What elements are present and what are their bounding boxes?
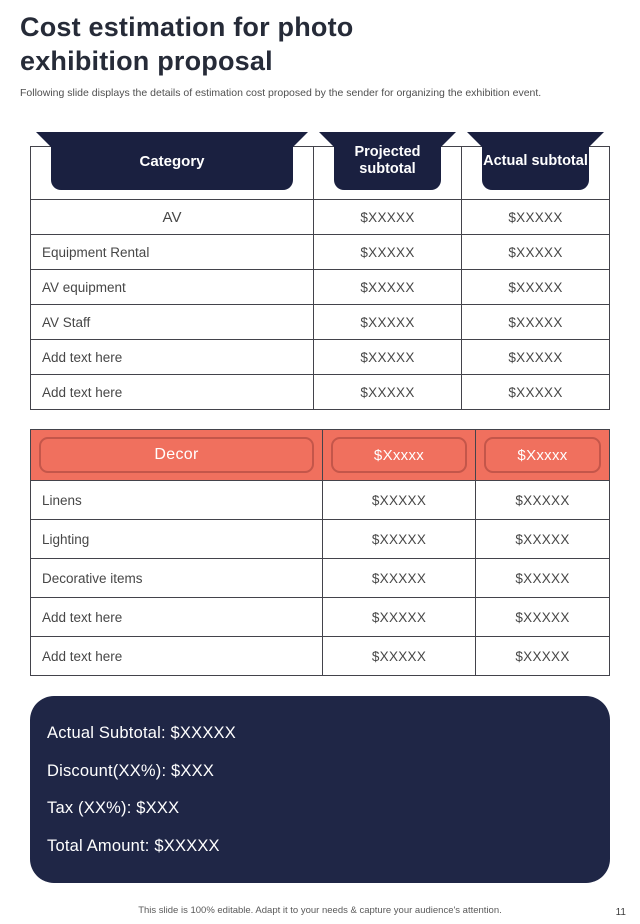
actual-subtotal-line: Actual Subtotal: $XXXXX xyxy=(47,724,236,742)
actual-value: $XXXXX xyxy=(515,531,570,547)
decor-header-cell-projected xyxy=(323,430,476,480)
actual-value: $XXXXX xyxy=(508,279,563,295)
table-row xyxy=(31,339,609,374)
projected-value: $XXXXX xyxy=(323,481,476,519)
row-label: AV equipment xyxy=(31,270,314,304)
discount-line: Discount(XX%): $XXX xyxy=(47,761,215,780)
actual-value: $XXXXX xyxy=(515,609,570,625)
category-header-tab xyxy=(36,132,308,190)
actual-value: $XXXXX xyxy=(515,570,570,586)
row-label: Lighting xyxy=(31,520,323,558)
projected-value: $XXXXX xyxy=(323,598,476,636)
projected-value: $XXXXX xyxy=(314,375,462,409)
table-row xyxy=(31,558,609,597)
row-label-placeholder: Add text here xyxy=(31,637,323,675)
av-header-cell-projected xyxy=(314,144,462,199)
table-row xyxy=(31,199,609,234)
projected-value: $XXXXX xyxy=(323,637,476,675)
total-amount-line: Total Amount: $XXXXX xyxy=(47,836,220,855)
page-title: Cost estimation for photo exhibition proposal xyxy=(20,12,354,76)
projected-value: $XXXXX xyxy=(314,270,462,304)
row-label: AV xyxy=(31,200,314,234)
table-row xyxy=(31,597,609,636)
row-label-placeholder: Add text here xyxy=(31,375,314,409)
actual-value: $XXXXX xyxy=(508,209,563,225)
table-row xyxy=(31,480,609,519)
actual-value: $XXXXX xyxy=(508,244,563,260)
projected-value: $XXXXX xyxy=(314,340,462,374)
footer-note: This slide is 100% editable. Adapt it to your needs & capture your audience's attention. xyxy=(138,905,502,916)
decor-actual-header-label: $Xxxxx xyxy=(484,437,601,473)
table-row xyxy=(31,269,609,304)
row-label: Linens xyxy=(31,481,323,519)
decor-projected-header-label: $Xxxxx xyxy=(331,437,467,473)
actual-value: $XXXXX xyxy=(508,349,563,365)
decor-header-label: Decor xyxy=(39,437,314,473)
projected-value: $XXXXX xyxy=(323,559,476,597)
actual-subtotal-header-label: Actual subtotal xyxy=(482,132,589,190)
actual-value: $XXXXX xyxy=(515,492,570,508)
totals-summary-box xyxy=(30,696,610,883)
av-table-header-row xyxy=(31,144,609,199)
projected-subtotal-header-tab xyxy=(319,132,456,190)
decor-header-cell-category xyxy=(31,430,323,480)
table-row xyxy=(31,636,609,675)
av-header-cell-actual xyxy=(462,147,609,199)
row-label-placeholder: Add text here xyxy=(31,340,314,374)
tab-left-wing xyxy=(36,132,52,148)
tab-left-wing xyxy=(467,132,483,148)
projected-value: $XXXXX xyxy=(323,520,476,558)
projected-value: $XXXXX xyxy=(314,305,462,339)
page-number: 11 xyxy=(615,907,626,918)
row-label: Equipment Rental xyxy=(31,235,314,269)
page-subtitle: Following slide displays the details of estimation cost proposed by the sender for organizing the exhibition event. xyxy=(20,87,542,99)
actual-value: $XXXXX xyxy=(515,648,570,664)
tax-line: Tax (XX%): $XXX xyxy=(47,799,180,817)
row-label: AV Staff xyxy=(31,305,314,339)
row-label-placeholder: Add text here xyxy=(31,598,323,636)
actual-value: $XXXXX xyxy=(508,314,563,330)
row-label: Decorative items xyxy=(31,559,323,597)
slide-header xyxy=(0,0,640,99)
tab-right-wing xyxy=(588,132,604,148)
decor-cost-table xyxy=(30,429,610,676)
table-row xyxy=(31,374,609,409)
tab-left-wing xyxy=(319,132,335,148)
projected-value: $XXXXX xyxy=(314,235,462,269)
av-cost-table xyxy=(30,146,610,410)
projected-subtotal-header-label: Projected subtotal xyxy=(334,132,441,190)
decor-table-header-row xyxy=(31,430,609,480)
table-row xyxy=(31,304,609,339)
decor-header-cell-actual xyxy=(476,430,609,480)
tab-right-wing xyxy=(292,132,308,148)
table-row xyxy=(31,519,609,558)
projected-value: $XXXXX xyxy=(314,200,462,234)
tab-right-wing xyxy=(440,132,456,148)
actual-value: $XXXXX xyxy=(508,384,563,400)
table-row xyxy=(31,234,609,269)
av-header-cell-category xyxy=(31,147,314,199)
actual-subtotal-header-tab xyxy=(467,132,604,190)
category-header-label: Category xyxy=(51,132,293,190)
